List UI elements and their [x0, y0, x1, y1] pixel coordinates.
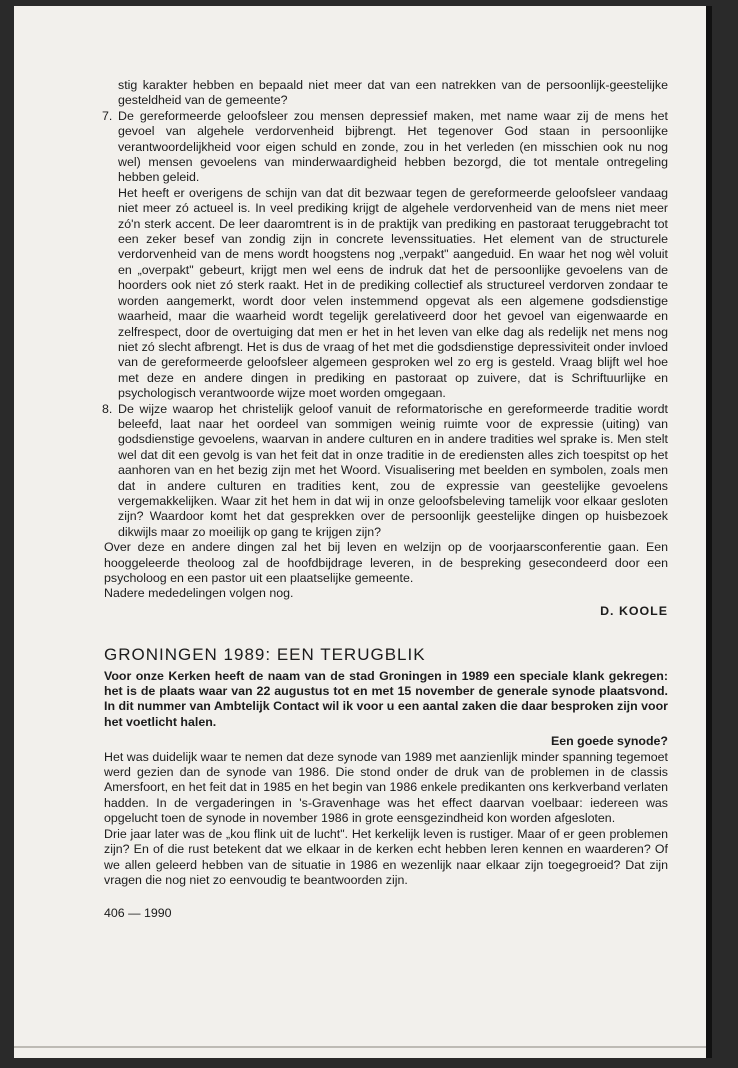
item7-paragraph-1: De gereformeerde geloofsleer zou mensen depressief maken, met name waar zij de mens het gevoel van algehele verdorvenheid bijbrengt. Het tegenover God staan in persoonlijke verantwoordelijkheid voor eigen schuld en zonde, zou in het verleden (en misschien ook nu nog wel) mensen gevoelens van minderwaardigheid hebben bezorgd, die tot mentale ontregeling hebben geleid. — [118, 108, 668, 185]
author-signature: D. KOOLE — [600, 603, 668, 618]
list-item-7 — [104, 109, 668, 402]
article-lead: Voor onze Kerken heeft de naam van de stad Groningen in 1989 een speciale klank gekregen: het is de plaats waar van 22 augustus tot en met 15 november de generale synode plaatsvond. In dit nummer van Ambtelijk Contact wil ik voor u een aantal zaken die daar besproken zijn voor het voetlicht halen. — [104, 668, 668, 729]
article-subheading: Een goede synode? — [550, 734, 668, 749]
page-number: 406 — 1990 — [104, 906, 172, 921]
list-number: 8. — [102, 401, 113, 416]
document-page — [14, 6, 712, 1058]
closing-note: Nadere mededelingen volgen nog. — [104, 586, 294, 601]
item8-paragraph: De wijze waarop het christelijk geloof vanuit de reformatorische en gereformeerde traditie wordt beleefd, laat naar het oordeel van sommigen weinig ruimte voor de expressie (uiting) van godsdienstige gevoelens, waarvan in andere culturen en in andere tradities wel sprake is. Men stelt wel dat dit een gevolg is van het feit dat in onze traditie in de erediensten alles zich toespitst op het aanhoren van en het bezig zijn met het Woord. Visualisering met beelden en symbolen, zoals men dat in andere culturen en tradities kent, zou de expressie van geestelijke gevoelens vergemakkelijken. Waar zit het hem in dat wij in onze geloofsbeleving tamelijk voor elkaar gesloten zijn? Waardoor komt het dat gesprekken over de persoonlijk geestelijke dingen op huisbezoek dikwijls maar zo moeilijk op gang te krijgen zijn? — [118, 401, 668, 539]
article-paragraph-1: Het was duidelijk waar te nemen dat deze synode van 1989 met aanzienlijk minder spanning tegemoet werd gezien dan de synode van 1986. Die stond onder de druk van de problemen in de classis Amersfoort, en het feit dat in 1985 en het begin van 1986 enkele predikanten ons kerkverband verlaten hadden. In de vergaderingen in 's-Gravenhage was het effect daarvan voelbaar: iedereen was opgelucht toen de synode in november 1986 in grote eensgezindheid kon worden afgesloten. — [104, 749, 668, 826]
closing-paragraph: Over deze en andere dingen zal het bij leven en welzijn op de voorjaarsconferentie gaan. Een hooggeleerde theoloog zal de hoofdbijdrage leveren, in de bespreking gesecondeerd door een psycholoog en een pastor uit een plaatselijke gemeente. — [104, 540, 668, 585]
item7-paragraph-2: Het heeft er overigens de schijn van dat dit bezwaar tegen de gereformeerde geloofsleer vandaag niet meer zó actueel is. In veel prediking krijgt de algehele verdorvenheid van de mens niet meer zó'n sterk accent. De leer daaromtrent is in de praktijk van prediking en pastoraat teruggebracht tot een zeker besef van zondig zijn in concrete levenssituaties. Het element van de structurele verdorvenheid van de mens wordt hoogstens nog „verpakt" aangeduid. En waar het nog wèl voluit en „overpakt" gebeurt, krijgt men wel eens de indruk dat het de persoonlijke gevoelens van de hoorders ook niet zó sterk raakt. Het in de prediking collectief als structureel verdorven zondaar te worden aangemerkt, wordt door velen instemmend opgevat als een algemene godsdienstige waarheid, maar die waarheid wordt tegelijk gerelativeerd door het gevoel van eigenwaarde en zelfrespect, door de overtuiging dat men er het in het leven van elke dag als redelijk net mens nog niet zó slecht afbrengt. Het is dus de vraag of het met die godsdienstige depressiviteit onder invloed van de gereformeerde geloofsleer algemeen gesproken wel zo erg is gesteld. Vraag blijft wel hoe met deze en andere dingen in prediking en pastoraat op zuivere, dat is Schriftuurlijke en psychologisch verantwoorde wijze moet worden omgegaan. — [118, 185, 668, 401]
list-item-8 — [104, 402, 668, 541]
article-title: GRONINGEN 1989: EEN TERUGBLIK — [104, 645, 426, 665]
page-content — [104, 78, 668, 922]
continuation-paragraph: stig karakter hebben en bepaald niet meer dat van een natrekken van de persoonlijk-geestelijke gesteldheid van de gemeente? — [118, 78, 668, 108]
scan-artifact — [14, 1046, 706, 1048]
article-paragraph-2: Drie jaar later was de „kou flink uit de lucht". Het kerkelijk leven is rustiger. Maar of er geen problemen zijn? En of die rust betekent dat we elkaar in de kerken echt hebben leren kennen en waarderen? Of we allen geleerd hebben van de situatie in 1986 en wezenlijk naar elkaar zijn toegegroeid? Dat zijn vragen die nog niet zo eenvoudig te beantwoorden zijn. — [104, 826, 668, 887]
list-number: 7. — [102, 108, 113, 123]
